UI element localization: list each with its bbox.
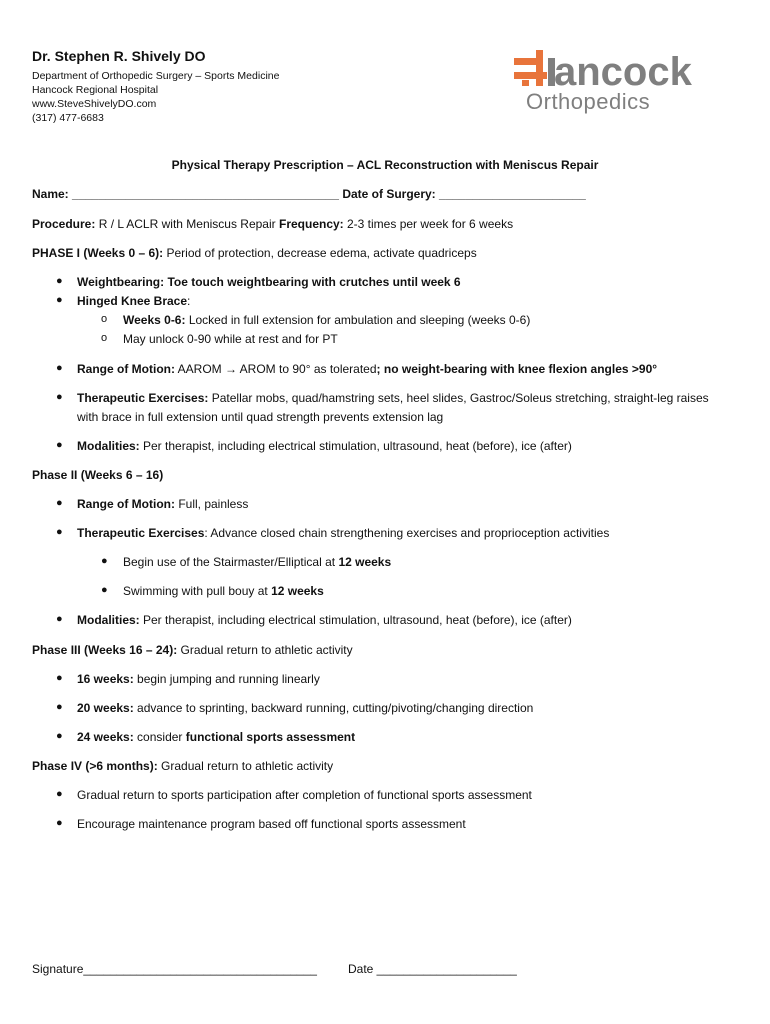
procedure-line xyxy=(32,217,513,231)
phase4-title: Phase IV (>6 months): xyxy=(32,759,158,773)
list-item: May unlock 0-90 while at rest and for PT xyxy=(123,332,338,346)
modalities-label: Modalities: xyxy=(77,613,140,627)
rom-text: Full, painless xyxy=(174,497,249,511)
list-item: Gradual return to sports participation after completion of functional sports assessment xyxy=(77,788,532,802)
list-item-continued: with brace in full extension until quad strength prevents extension lag xyxy=(77,410,444,424)
bullet-icon: ● xyxy=(56,526,63,538)
frequency-label: Frequency: xyxy=(278,217,344,231)
bullet-icon: ● xyxy=(56,439,63,451)
modalities-text: Per therapist, including electrical stimulation, ultrasound, heat (before), ice (after) xyxy=(139,613,572,627)
phase1-title: PHASE I (Weeks 0 – 6): xyxy=(32,246,164,260)
exercises-label: Therapeutic Exercises: xyxy=(77,391,209,405)
surgery-date-label: Date of Surgery: xyxy=(342,187,436,201)
bullet-icon: ● xyxy=(56,817,63,829)
list-item xyxy=(77,526,609,540)
week20-label: 20 weeks: xyxy=(77,701,134,715)
list-item xyxy=(123,584,324,598)
list-item xyxy=(77,391,709,405)
list-item xyxy=(77,362,657,376)
bullet-icon: ● xyxy=(56,730,63,742)
name-blank[interactable]: ________________________________________ xyxy=(72,187,339,201)
phase4-desc: Gradual return to athletic activity xyxy=(157,759,334,773)
list-item xyxy=(123,313,530,327)
phase1-heading xyxy=(32,246,477,260)
exercises-label: Therapeutic Exercises xyxy=(77,526,205,540)
modalities-text: Per therapist, including electrical stimulation, ultrasound, heat (before), ice (after) xyxy=(139,439,572,453)
list-item xyxy=(77,672,320,686)
week24-label: 24 weeks: xyxy=(77,730,134,744)
sub1-text: Begin use of the Stairmaster/Elliptical at xyxy=(123,555,339,569)
week24-text: consider xyxy=(133,730,186,744)
bullet-icon: ● xyxy=(56,294,63,306)
bullet-icon: ● xyxy=(56,701,63,713)
list-item xyxy=(77,613,572,627)
modalities-label: Modalities: xyxy=(77,439,140,453)
week24-bold: functional sports assessment xyxy=(185,730,356,744)
department: Department of Orthopedic Surgery – Sports Medicine xyxy=(32,70,280,82)
doctor-name: Dr. Stephen R. Shively DO xyxy=(32,48,206,64)
phone-number: (317) 477-6683 xyxy=(32,112,104,124)
rom-label: Range of Motion: xyxy=(77,362,175,376)
bullet-icon: ● xyxy=(56,672,63,684)
rom-label: Range of Motion: xyxy=(77,497,175,511)
phase1-desc: Period of protection, decrease edema, activate quadriceps xyxy=(163,246,477,260)
phase3-desc: Gradual return to athletic activity xyxy=(177,643,353,657)
logo-word-bottom: Orthopedics xyxy=(526,89,651,114)
rom-bold: ; no weight-bearing with knee flexion angles >90° xyxy=(376,362,658,376)
brace-sub1-label: Weeks 0-6: xyxy=(123,313,186,327)
week16-text: begin jumping and running linearly xyxy=(133,672,320,686)
week16-label: 16 weeks: xyxy=(77,672,134,686)
signature-line[interactable]: Signature___________________________________ xyxy=(32,962,317,976)
bullet-icon: ● xyxy=(56,275,63,287)
date-line[interactable]: Date _____________________ xyxy=(348,962,517,976)
circle-bullet-icon: o xyxy=(101,332,108,344)
list-item: Encourage maintenance program based off functional sports assessment xyxy=(77,817,466,831)
sub2-bold: 12 weeks xyxy=(271,584,324,598)
list-item xyxy=(77,701,533,715)
name-label: Name: xyxy=(32,187,69,201)
surgery-date-blank[interactable]: ______________________ xyxy=(439,187,586,201)
name-line xyxy=(32,187,586,201)
phase3-heading xyxy=(32,643,353,657)
brace-label: Hinged Knee Brace xyxy=(77,294,188,308)
sub2-text: Swimming with pull bouy at xyxy=(123,584,272,598)
procedure-label: Procedure: xyxy=(32,217,96,231)
week20-text: advance to sprinting, backward running, cutting/pivoting/changing direction xyxy=(133,701,534,715)
phase2-title: Phase II (Weeks 6 – 16) xyxy=(32,468,164,482)
phase4-heading xyxy=(32,759,333,773)
procedure-value: R / L ACLR with Meniscus Repair xyxy=(95,217,279,231)
phase3-title: Phase III (Weeks 16 – 24): xyxy=(32,643,178,657)
weightbearing-text: Weightbearing: Toe touch weightbearing with crutches until week 6 xyxy=(77,275,461,289)
brace-sub1-text: Locked in full extension for ambulation and sleeping (weeks 0-6) xyxy=(185,313,531,327)
circle-bullet-icon: o xyxy=(101,313,108,325)
hospital-name: Hancock Regional Hospital xyxy=(32,84,159,96)
bullet-icon: ● xyxy=(56,362,63,374)
rom-text: AAROM → AROM to 90° as tolerated xyxy=(174,362,377,376)
list-item xyxy=(77,439,572,453)
bullet-icon: ● xyxy=(56,497,63,509)
phase2-heading xyxy=(32,468,163,482)
exercises-text: : Advance closed chain strengthening exercises and proprioception activities xyxy=(204,526,610,540)
page-title: Physical Therapy Prescription – ACL Reconstruction with Meniscus Repair xyxy=(171,158,599,172)
bullet-icon: ● xyxy=(56,788,63,800)
exercises-text: Patellar mobs, quad/hamstring sets, heel slides, Gastroc/Soleus stretching, straight-leg raises xyxy=(208,391,709,405)
sub1-bold: 12 weeks xyxy=(338,555,392,569)
website: www.SteveShivelyDO.com xyxy=(32,98,157,110)
bullet-icon: ● xyxy=(56,391,63,403)
list-item xyxy=(77,497,248,511)
logo-mark xyxy=(508,50,744,114)
hancock-orthopedics-logo xyxy=(508,50,744,114)
list-item xyxy=(77,275,461,289)
logo-word-top: ancock xyxy=(554,50,692,94)
bullet-icon: ● xyxy=(56,613,63,625)
list-item xyxy=(123,555,391,569)
letterhead xyxy=(32,48,279,125)
list-item xyxy=(77,294,190,308)
brace-colon: : xyxy=(187,294,191,308)
bullet-icon: ● xyxy=(101,584,108,596)
frequency-value: 2-3 times per week for 6 weeks xyxy=(343,217,514,231)
list-item xyxy=(77,730,355,744)
bullet-icon: ● xyxy=(101,555,108,567)
